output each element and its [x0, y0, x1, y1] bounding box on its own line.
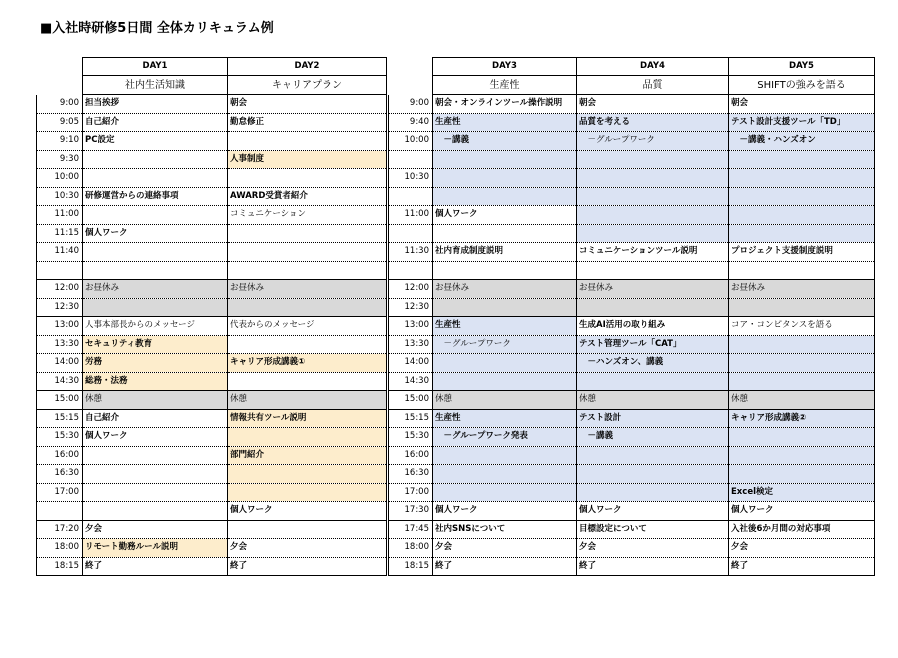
- time-cell: 11:00: [389, 206, 433, 225]
- time-cell: 17:00: [389, 483, 433, 502]
- schedule-row: [389, 391, 875, 410]
- session-cell: 夕会: [577, 539, 729, 558]
- schedule-row: [389, 261, 875, 280]
- time-cell: 15:15: [37, 409, 83, 428]
- day-theme: 品質: [577, 76, 729, 95]
- session-cell: [228, 243, 387, 262]
- session-cell: [433, 372, 577, 391]
- schedule-row: [37, 169, 387, 188]
- session-cell: コミュニケーションツール説明: [577, 243, 729, 262]
- schedule-row: [37, 391, 387, 410]
- session-cell: 労務: [83, 354, 228, 373]
- session-cell: セキュリティ教育: [83, 335, 228, 354]
- time-cell: 11:00: [37, 206, 83, 225]
- time-cell: 9:30: [37, 150, 83, 169]
- time-cell: 16:30: [389, 465, 433, 484]
- time-cell: 16:30: [37, 465, 83, 484]
- day-theme: キャリアプラン: [228, 76, 387, 95]
- time-cell: 12:30: [37, 298, 83, 317]
- schedule-row: [37, 483, 387, 502]
- time-cell: 12:00: [389, 280, 433, 299]
- day-label: DAY3: [433, 58, 577, 76]
- session-cell: 研修運営からの連絡事項: [83, 187, 228, 206]
- session-cell: [228, 483, 387, 502]
- session-cell: キャリア形成講義②: [729, 409, 875, 428]
- session-cell: 休憩: [83, 391, 228, 410]
- session-cell: [433, 465, 577, 484]
- session-cell: お昼休み: [228, 280, 387, 299]
- session-cell: 個人ワーク: [228, 502, 387, 521]
- day-theme: 社内生活知識: [83, 76, 228, 95]
- time-cell: 18:15: [389, 557, 433, 576]
- session-cell: 勤怠修正: [228, 113, 387, 132]
- session-cell: [729, 150, 875, 169]
- session-cell: －講義: [433, 132, 577, 151]
- time-cell: 11:15: [37, 224, 83, 243]
- time-cell: 17:20: [37, 520, 83, 539]
- session-cell: [577, 150, 729, 169]
- session-cell: コア・コンピタンスを語る: [729, 317, 875, 336]
- session-cell: お昼休み: [577, 280, 729, 299]
- schedule-row: [389, 465, 875, 484]
- schedule-row: [389, 187, 875, 206]
- schedule-row: [37, 520, 387, 539]
- time-cell: 12:00: [37, 280, 83, 299]
- time-cell: 11:30: [389, 243, 433, 262]
- time-cell: [389, 150, 433, 169]
- schedule-row: [389, 502, 875, 521]
- schedule-row: [37, 317, 387, 336]
- session-cell: [729, 169, 875, 188]
- time-cell: [37, 261, 83, 280]
- day-header-row: [389, 58, 875, 76]
- session-cell: 品質を考える: [577, 113, 729, 132]
- session-cell: 終了: [228, 557, 387, 576]
- time-cell: 9:10: [37, 132, 83, 151]
- session-cell: 朝会: [577, 95, 729, 114]
- session-cell: [228, 261, 387, 280]
- schedule-row: [37, 428, 387, 447]
- time-cell: 13:30: [37, 335, 83, 354]
- schedule-row: [389, 539, 875, 558]
- schedule-row: [389, 428, 875, 447]
- time-cell: 11:40: [37, 243, 83, 262]
- session-cell: －講義・ハンズオン: [729, 132, 875, 151]
- schedule-row: [37, 446, 387, 465]
- schedule-row: [37, 298, 387, 317]
- session-cell: [83, 150, 228, 169]
- session-cell: [228, 335, 387, 354]
- session-cell: 個人ワーク: [577, 502, 729, 521]
- schedule-row: [389, 557, 875, 576]
- session-cell: 人事本部長からのメッセージ: [83, 317, 228, 336]
- schedule-row: [37, 465, 387, 484]
- session-cell: [228, 428, 387, 447]
- session-cell: 終了: [577, 557, 729, 576]
- session-cell: [729, 298, 875, 317]
- schedule-row: [37, 224, 387, 243]
- time-cell: 16:00: [37, 446, 83, 465]
- session-cell: －グループワーク発表: [433, 428, 577, 447]
- header-spacer: [389, 76, 433, 95]
- session-cell: [433, 483, 577, 502]
- session-cell: 個人ワーク: [433, 502, 577, 521]
- session-cell: リモート勤務ルール説明: [83, 539, 228, 558]
- time-cell: 10:00: [389, 132, 433, 151]
- schedule-row: [37, 132, 387, 151]
- session-cell: [83, 169, 228, 188]
- schedule-row: [389, 354, 875, 373]
- session-cell: 朝会: [729, 95, 875, 114]
- header-spacer: [37, 58, 83, 76]
- session-cell: [83, 298, 228, 317]
- time-cell: 18:00: [389, 539, 433, 558]
- session-cell: 終了: [729, 557, 875, 576]
- session-cell: コミュニケーション: [228, 206, 387, 225]
- session-cell: [729, 428, 875, 447]
- session-cell: 生産性: [433, 113, 577, 132]
- session-cell: [228, 224, 387, 243]
- session-cell: お昼休み: [433, 280, 577, 299]
- schedule-row: [37, 502, 387, 521]
- schedule-row: [37, 206, 387, 225]
- schedule-row: [389, 150, 875, 169]
- schedule-row: [389, 317, 875, 336]
- session-cell: 自己紹介: [83, 409, 228, 428]
- time-cell: 9:00: [37, 95, 83, 114]
- theme-header-row: [389, 76, 875, 95]
- time-cell: 14:00: [389, 354, 433, 373]
- session-cell: [729, 354, 875, 373]
- session-cell: [228, 132, 387, 151]
- schedule-row: [389, 280, 875, 299]
- session-cell: 夕会: [83, 520, 228, 539]
- session-cell: [577, 298, 729, 317]
- session-cell: －グループワーク: [433, 335, 577, 354]
- session-cell: 個人ワーク: [83, 224, 228, 243]
- session-cell: [83, 502, 228, 521]
- session-cell: [577, 465, 729, 484]
- time-cell: 17:45: [389, 520, 433, 539]
- time-cell: 10:30: [37, 187, 83, 206]
- session-cell: 休憩: [577, 391, 729, 410]
- session-cell: テスト設計: [577, 409, 729, 428]
- schedule-row: [389, 446, 875, 465]
- schedule-table-day1-2: [36, 57, 387, 576]
- time-cell: 13:00: [389, 317, 433, 336]
- session-cell: 休憩: [729, 391, 875, 410]
- time-cell: 10:00: [37, 169, 83, 188]
- session-cell: [577, 206, 729, 225]
- session-cell: PC設定: [83, 132, 228, 151]
- time-cell: 13:00: [37, 317, 83, 336]
- day-label: DAY4: [577, 58, 729, 76]
- time-cell: 15:15: [389, 409, 433, 428]
- session-cell: －グループワーク: [577, 132, 729, 151]
- day-label: DAY1: [83, 58, 228, 76]
- day-label: DAY5: [729, 58, 875, 76]
- session-cell: [83, 483, 228, 502]
- header-spacer: [37, 76, 83, 95]
- schedule-row: [37, 354, 387, 373]
- schedule-row: [389, 243, 875, 262]
- session-cell: －講義: [577, 428, 729, 447]
- session-cell: プロジェクト支援制度説明: [729, 243, 875, 262]
- session-cell: [228, 465, 387, 484]
- time-cell: 14:30: [389, 372, 433, 391]
- schedule-row: [389, 520, 875, 539]
- schedule-row: [37, 539, 387, 558]
- time-cell: 17:30: [389, 502, 433, 521]
- schedule-row: [389, 169, 875, 188]
- session-cell: 担当挨拶: [83, 95, 228, 114]
- theme-header-row: [37, 76, 387, 95]
- session-cell: [433, 169, 577, 188]
- session-cell: 人事制度: [228, 150, 387, 169]
- session-cell: [577, 446, 729, 465]
- day-theme: SHIFTの強みを語る: [729, 76, 875, 95]
- schedule-row: [389, 132, 875, 151]
- schedule-row: [389, 372, 875, 391]
- session-cell: お昼休み: [83, 280, 228, 299]
- session-cell: 部門紹介: [228, 446, 387, 465]
- session-cell: 生成AI活用の取り組み: [577, 317, 729, 336]
- session-cell: テスト管理ツール「CAT」: [577, 335, 729, 354]
- session-cell: 夕会: [228, 539, 387, 558]
- schedule-row: [389, 113, 875, 132]
- time-cell: 13:30: [389, 335, 433, 354]
- session-cell: 入社後6か月間の対応事項: [729, 520, 875, 539]
- time-cell: 15:30: [389, 428, 433, 447]
- session-cell: [433, 261, 577, 280]
- session-cell: 朝会・オンラインツール操作説明: [433, 95, 577, 114]
- time-cell: [37, 502, 83, 521]
- header-spacer: [389, 58, 433, 76]
- schedule-row: [389, 95, 875, 114]
- time-cell: 18:00: [37, 539, 83, 558]
- session-cell: [577, 483, 729, 502]
- schedule-table-day3-5: [388, 57, 875, 576]
- session-cell: [729, 224, 875, 243]
- session-cell: キャリア形成講義①: [228, 354, 387, 373]
- session-cell: [433, 446, 577, 465]
- session-cell: 社内SNSについて: [433, 520, 577, 539]
- day-label: DAY2: [228, 58, 387, 76]
- session-cell: 生産性: [433, 409, 577, 428]
- day-theme: 生産性: [433, 76, 577, 95]
- schedule-row: [389, 409, 875, 428]
- session-cell: 個人ワーク: [83, 428, 228, 447]
- session-cell: 個人ワーク: [433, 206, 577, 225]
- session-cell: [729, 187, 875, 206]
- session-cell: 朝会: [228, 95, 387, 114]
- session-cell: [83, 206, 228, 225]
- schedule-row: [37, 95, 387, 114]
- session-cell: [433, 224, 577, 243]
- time-cell: 16:00: [389, 446, 433, 465]
- session-cell: [83, 446, 228, 465]
- session-cell: [83, 465, 228, 484]
- session-cell: 総務・法務: [83, 372, 228, 391]
- schedule-row: [37, 187, 387, 206]
- schedule-row: [37, 557, 387, 576]
- session-cell: 夕会: [433, 539, 577, 558]
- session-cell: [433, 354, 577, 373]
- session-cell: [729, 372, 875, 391]
- session-cell: 社内育成制度説明: [433, 243, 577, 262]
- schedule-row: [389, 483, 875, 502]
- session-cell: 代表からのメッセージ: [228, 317, 387, 336]
- session-cell: Excel検定: [729, 483, 875, 502]
- schedule-row: [389, 206, 875, 225]
- day-header-row: [37, 58, 387, 76]
- session-cell: 情報共有ツール説明: [228, 409, 387, 428]
- time-cell: 15:00: [389, 391, 433, 410]
- session-cell: [729, 335, 875, 354]
- time-cell: [389, 224, 433, 243]
- schedule-row: [389, 335, 875, 354]
- session-cell: [228, 372, 387, 391]
- schedule-row: [37, 335, 387, 354]
- session-cell: [228, 520, 387, 539]
- schedule-row: [37, 150, 387, 169]
- session-cell: 終了: [83, 557, 228, 576]
- session-cell: [577, 169, 729, 188]
- time-cell: 9:00: [389, 95, 433, 114]
- session-cell: [729, 206, 875, 225]
- time-cell: [389, 187, 433, 206]
- session-cell: [83, 243, 228, 262]
- session-cell: 生産性: [433, 317, 577, 336]
- session-cell: [433, 298, 577, 317]
- schedule-row: [37, 372, 387, 391]
- session-cell: 休憩: [433, 391, 577, 410]
- session-cell: [577, 187, 729, 206]
- session-cell: 目標設定について: [577, 520, 729, 539]
- session-cell: [729, 465, 875, 484]
- schedule-row: [37, 243, 387, 262]
- session-cell: [577, 261, 729, 280]
- session-cell: [83, 261, 228, 280]
- schedule-row: [389, 224, 875, 243]
- schedule-row: [37, 113, 387, 132]
- schedule-row: [37, 261, 387, 280]
- session-cell: －ハンズオン、講義: [577, 354, 729, 373]
- time-cell: [389, 261, 433, 280]
- session-cell: 終了: [433, 557, 577, 576]
- schedule-row: [37, 409, 387, 428]
- time-cell: 10:30: [389, 169, 433, 188]
- session-cell: [433, 150, 577, 169]
- session-cell: [433, 187, 577, 206]
- session-cell: [577, 372, 729, 391]
- session-cell: 休憩: [228, 391, 387, 410]
- time-cell: 12:30: [389, 298, 433, 317]
- time-cell: 18:15: [37, 557, 83, 576]
- time-cell: 9:05: [37, 113, 83, 132]
- session-cell: [729, 261, 875, 280]
- session-cell: お昼休み: [729, 280, 875, 299]
- time-cell: 14:00: [37, 354, 83, 373]
- session-cell: 個人ワーク: [729, 502, 875, 521]
- schedule-row: [37, 280, 387, 299]
- session-cell: 自己紹介: [83, 113, 228, 132]
- session-cell: [228, 298, 387, 317]
- session-cell: [577, 224, 729, 243]
- time-cell: 9:40: [389, 113, 433, 132]
- session-cell: テスト設計支援ツール「TD」: [729, 113, 875, 132]
- time-cell: 14:30: [37, 372, 83, 391]
- session-cell: AWARD受賞者紹介: [228, 187, 387, 206]
- page-title: ■入社時研修5日間 全体カリキュラム例: [40, 21, 274, 36]
- session-cell: [228, 169, 387, 188]
- session-cell: 夕会: [729, 539, 875, 558]
- time-cell: 15:00: [37, 391, 83, 410]
- schedule-row: [389, 298, 875, 317]
- time-cell: 17:00: [37, 483, 83, 502]
- time-cell: 15:30: [37, 428, 83, 447]
- session-cell: [729, 446, 875, 465]
